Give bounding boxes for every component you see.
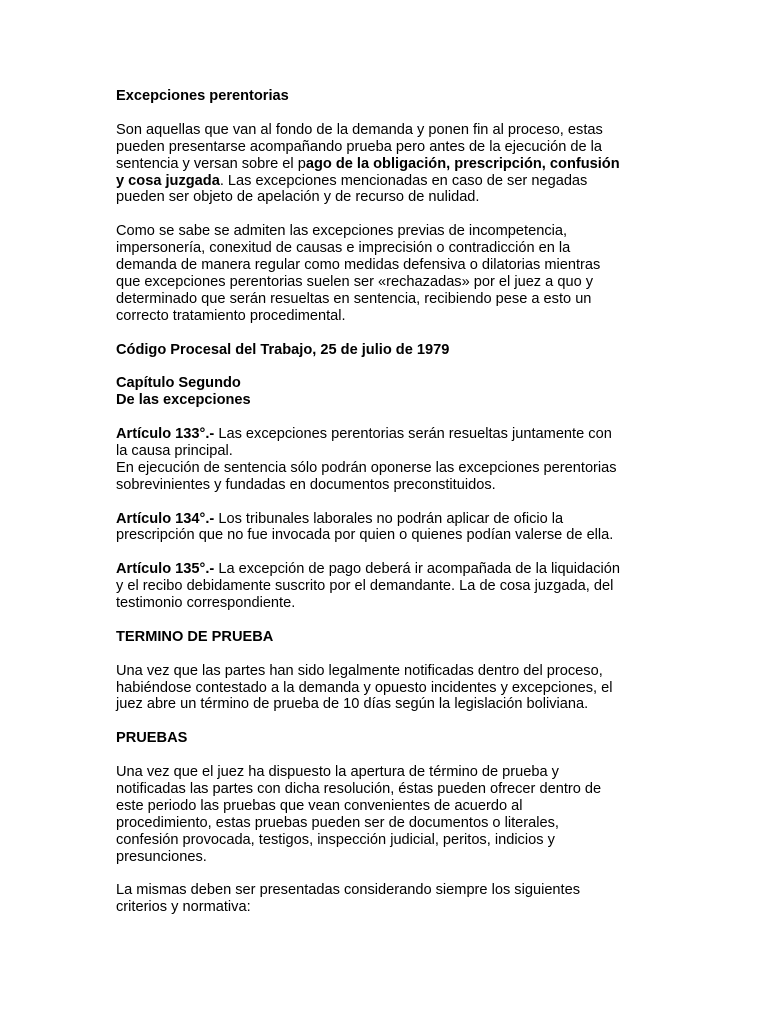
- heading-capitulo: [116, 375, 656, 409]
- text-line: que excepciones perentorias suelen ser «rechazadas» por el juez a quo y: [116, 273, 594, 290]
- text-line: sentencia y versan sobre el p: [116, 155, 306, 172]
- text-line: demanda de manera regular como medidas defensiva o dilatorias mientras: [116, 257, 601, 274]
- paragraph-excepciones-previas: [116, 223, 656, 324]
- text-line: pueden presentarse acompañando prueba pero antes de la ejecución de la: [116, 138, 603, 155]
- text-line: impersonería, conexitud de causas e imprecisión o contradicción en la: [116, 240, 571, 257]
- heading-codigo-procesal: Código Procesal del Trabajo, 25 de julio de 1979: [116, 341, 450, 358]
- text-line: criterios y normativa:: [116, 899, 251, 916]
- text-line: La mismas deben ser presentadas considerando siempre los siguientes: [116, 882, 581, 899]
- paragraph-criterios: [116, 882, 656, 916]
- text-line: determinado que serán resueltas en sentencia, recibiendo pese a esto un: [116, 290, 592, 307]
- heading-termino-de-prueba: TERMINO DE PRUEBA: [116, 628, 274, 645]
- text-line: notificadas las partes con dicha resolución, éstas pueden ofrecer dentro de: [116, 780, 602, 797]
- text-line: pueden ser objeto de apelación y de recurso de nulidad.: [116, 189, 480, 206]
- text-line: Las excepciones perentorias serán resueltas juntamente con: [214, 426, 612, 443]
- text-line: Los tribunales laborales no podrán aplicar de oficio la: [214, 510, 564, 527]
- paragraph-excepciones-definition: [116, 122, 656, 207]
- text-line: En ejecución de sentencia sólo podrán oponerse las excepciones perentorias: [116, 459, 617, 476]
- text-line: este periodo las pruebas que vean convenientes de acuerdo al: [116, 797, 523, 814]
- text-line: y el recibo debidamente suscrito por el demandante. La de cosa juzgada, del: [116, 578, 614, 595]
- text-line: La excepción de pago deberá ir acompañada de la liquidación: [214, 561, 620, 578]
- text-line: testimonio correspondiente.: [116, 595, 296, 612]
- article-133: [116, 426, 656, 494]
- text-line: sobrevinientes y fundadas en documentos preconstituidos.: [116, 476, 496, 493]
- text-line: Como se sabe se admiten las excepciones previas de incompetencia,: [116, 223, 568, 240]
- text-line: Una vez que el juez ha dispuesto la apertura de término de prueba y: [116, 764, 559, 781]
- chapter-subtitle: De las excepciones: [116, 392, 251, 409]
- text-line: procedimiento, estas pruebas pueden ser de documentos o literales,: [116, 814, 559, 831]
- article-label: Artículo 135°.-: [116, 561, 215, 578]
- heading-pruebas: PRUEBAS: [116, 730, 188, 747]
- text-line: juez abre un término de prueba de 10 días según la legislación boliviana.: [116, 696, 589, 713]
- article-label: Artículo 133°.-: [116, 426, 215, 443]
- heading-excepciones-perentorias: Excepciones perentorias: [116, 88, 289, 104]
- chapter-title: Capítulo Segundo: [116, 375, 241, 392]
- article-label: Artículo 134°.-: [116, 510, 215, 527]
- text-line: Son aquellas que van al fondo de la demanda y ponen fin al proceso, estas: [116, 121, 603, 138]
- text-line: presunciones.: [116, 848, 207, 865]
- bold-text: y cosa juzgada: [116, 172, 220, 189]
- paragraph-termino-de-prueba: [116, 663, 656, 714]
- paragraph-pruebas: [116, 764, 656, 865]
- bold-text: ago de la obligación, prescripción, confusión: [305, 155, 620, 172]
- text-line: la causa principal.: [116, 442, 233, 459]
- text-line: confesión provocada, testigos, inspección judicial, peritos, indicios y: [116, 831, 555, 848]
- text-line: . Las excepciones mencionadas en caso de ser negadas: [219, 172, 588, 189]
- text-line: prescripción que no fue invocada por quien o quienes podían valerse de ella.: [116, 527, 614, 544]
- text-line: habiéndose contestado a la demanda y opuesto incidentes y excepciones, el: [116, 679, 613, 696]
- article-134: [116, 511, 656, 545]
- article-135: [116, 561, 656, 612]
- text-line: Una vez que las partes han sido legalmente notificadas dentro del proceso,: [116, 662, 603, 679]
- document-body: [116, 88, 656, 933]
- text-line: correcto tratamiento procedimental.: [116, 307, 346, 324]
